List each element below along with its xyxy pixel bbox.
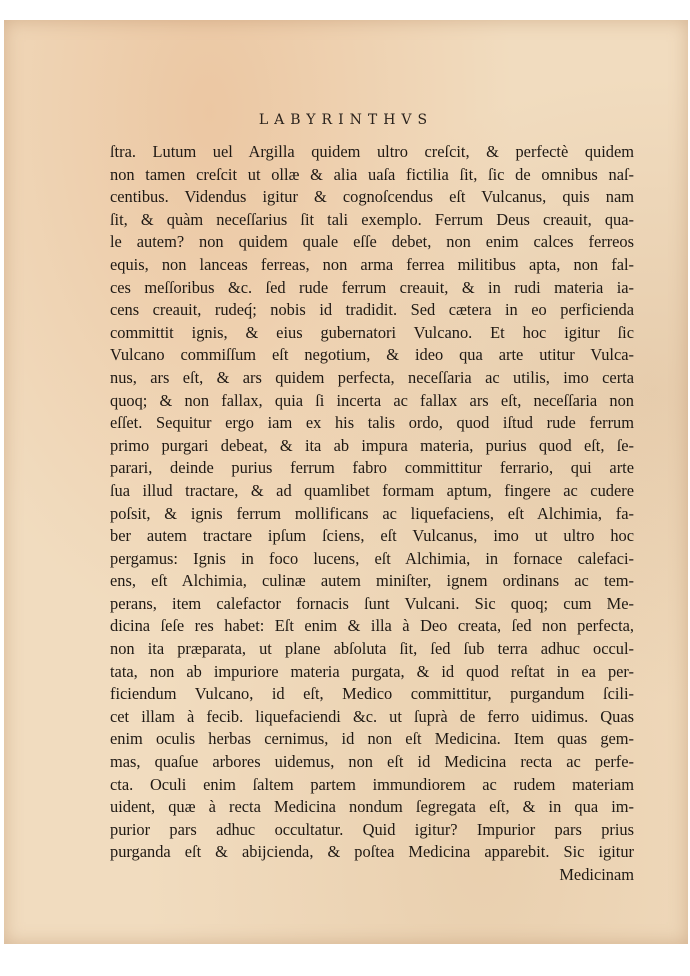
text-line: purior pars adhuc occultatur. Quid igitur? Impurior pars prius bbox=[110, 819, 634, 839]
text-line: Vulcano commiſſum eſt negotium, & ideo qua arte utitur Vulca- bbox=[110, 345, 634, 365]
text-line: ces meſſoribus &c. ſed rude ferrum creauit, & in rudi materia ia- bbox=[110, 277, 634, 297]
text-line: ber autem tractare ipſum ſciens, eſt Vulcanus, imo ut ultro hoc bbox=[110, 526, 634, 546]
text-line: cet illam à fecib. liquefaciendi &c. ut ſuprà de ferro uidimus. Quas bbox=[110, 706, 634, 726]
text-line: poſsit, & ignis ferrum mollificans ac liquefaciens, eſt Alchimia, fa- bbox=[110, 503, 634, 523]
book-page bbox=[4, 20, 688, 944]
text-line: eſſet. Sequitur ergo iam ex his talis ordo, quod iſtud rude ferrum bbox=[110, 413, 634, 433]
text-line: cens creauit, rudeq́; nobis id tradidit. Sed cætera in eo perficienda bbox=[110, 300, 634, 320]
text-line: non ita præparata, ut plane abſoluta ſit, ſed ſub terra adhuc occul- bbox=[110, 639, 634, 659]
text-line: quoq; & non fallax, quia ſi incerta ac fallax ars eſt, neceſſaria non bbox=[110, 390, 634, 410]
text-line: uident, quæ à recta Medicina nondum ſegregata eſt, & in qua im- bbox=[110, 797, 634, 817]
text-line: mas, quaſue arbores uidemus, non eſt id Medicina recta ac perfe- bbox=[110, 752, 634, 772]
text-line: enim oculis herbas cernimus, id non eſt Medicina. Item quas gem- bbox=[110, 729, 634, 749]
text-line: perans, item calefactor fornacis ſunt Vulcani. Sic quoq; cum Me- bbox=[110, 593, 634, 613]
text-line: non tamen creſcit ut ollæ & alia uaſa fictilia ſit, ſic de omnibus naſ- bbox=[110, 164, 634, 184]
text-line: tata, non ab impuriore materia purgata, & id quod reſtat in ea per- bbox=[110, 661, 634, 681]
text-line: committit ignis, & eius gubernatori Vulcano. Et hoc igitur ſic bbox=[110, 322, 634, 342]
text-line: centibus. Videndus igitur & cognoſcendus eſt Vulcanus, quis nam bbox=[110, 187, 634, 207]
text-line: ſit, & quàm neceſſarius ſit tali exemplo. Ferrum Deus creauit, qua- bbox=[110, 209, 634, 229]
text-line: primo purgari debeat, & ita ab impura materia, purius quod eſt, ſe- bbox=[110, 435, 634, 455]
text-line: ens, eſt Alchimia, culinæ autem miniſter, ignem ordinans ac tem- bbox=[110, 571, 634, 591]
running-head: LABYRINTHVS bbox=[258, 112, 434, 128]
text-line: parari, deinde purius ferrum fabro committitur ferrario, qui arte bbox=[110, 458, 634, 478]
text-line: pergamus: Ignis in foco lucens, eſt Alchimia, in fornace calefaci- bbox=[110, 548, 634, 568]
text-line: le autem? non quidem quale eſſe debet, non enim calces ferreos bbox=[110, 232, 634, 252]
text-line: ſtra. Lutum uel Argilla quidem ultro creſcit, & perfectè quidem bbox=[110, 142, 634, 161]
body-text bbox=[110, 141, 634, 887]
catchword: Medicinam bbox=[559, 865, 634, 884]
text-line: ſua illud tractare, & ad quamlibet formam aptum, fingere ac cudere bbox=[110, 480, 634, 500]
text-line: purganda eſt & abijcienda, & poſtea Medicina apparebit. Sic igitur bbox=[110, 842, 634, 862]
text-line: equis, non lanceas ferreas, non arma ferrea militibus apta, non fal- bbox=[110, 254, 634, 274]
text-line: ficiendum Vulcano, id eſt, Medico committitur, purgandum ſcili- bbox=[110, 684, 634, 704]
text-line: cta. Oculi enim ſaltem partem immundiorem ac rudem materiam bbox=[110, 774, 634, 794]
text-line: dicina ſeſe res habet: Eſt enim & illa à Deo creata, ſed non perfecta, bbox=[110, 616, 634, 636]
text-line: nus, ars eſt, & ars quidem perfecta, neceſſaria ac utilis, imo certa bbox=[110, 367, 634, 387]
